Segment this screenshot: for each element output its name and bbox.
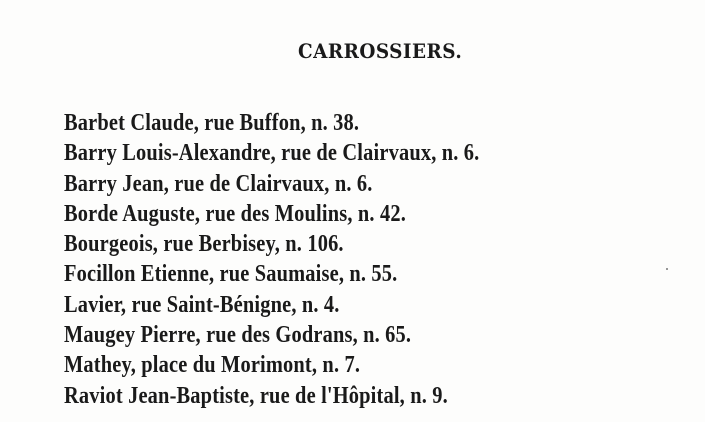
section-heading: CARROSSIERS. (298, 39, 463, 63)
directory-entry: Bourgeois, rue Berbisey, n. 106. (64, 231, 344, 258)
directory-entry: Focillon Etienne, rue Saumaise, n. 55. (64, 261, 398, 288)
directory-entry: Barbet Claude, rue Buffon, n. 38. (64, 110, 360, 136)
directory-entry: Raviot Jean-Baptiste, rue de l'Hôpital, n. 9. (64, 382, 448, 409)
paper-speck (666, 268, 668, 270)
directory-entry: Maugey Pierre, rue des Godrans, n. 65. (64, 322, 412, 349)
directory-entry: Borde Auguste, rue des Moulins, n. 42. (64, 200, 406, 227)
directory-list (64, 108, 553, 411)
directory-entry: Barry Jean, rue de Clairvaux, n. 6. (64, 170, 373, 197)
directory-entry: Mathey, place du Morimont, n. 7. (64, 352, 361, 379)
directory-entry: Lavier, rue Saint-Bénigne, n. 4. (64, 291, 340, 318)
directory-entry: Barry Louis-Alexandre, rue de Clairvaux, n. 6. (64, 140, 480, 167)
